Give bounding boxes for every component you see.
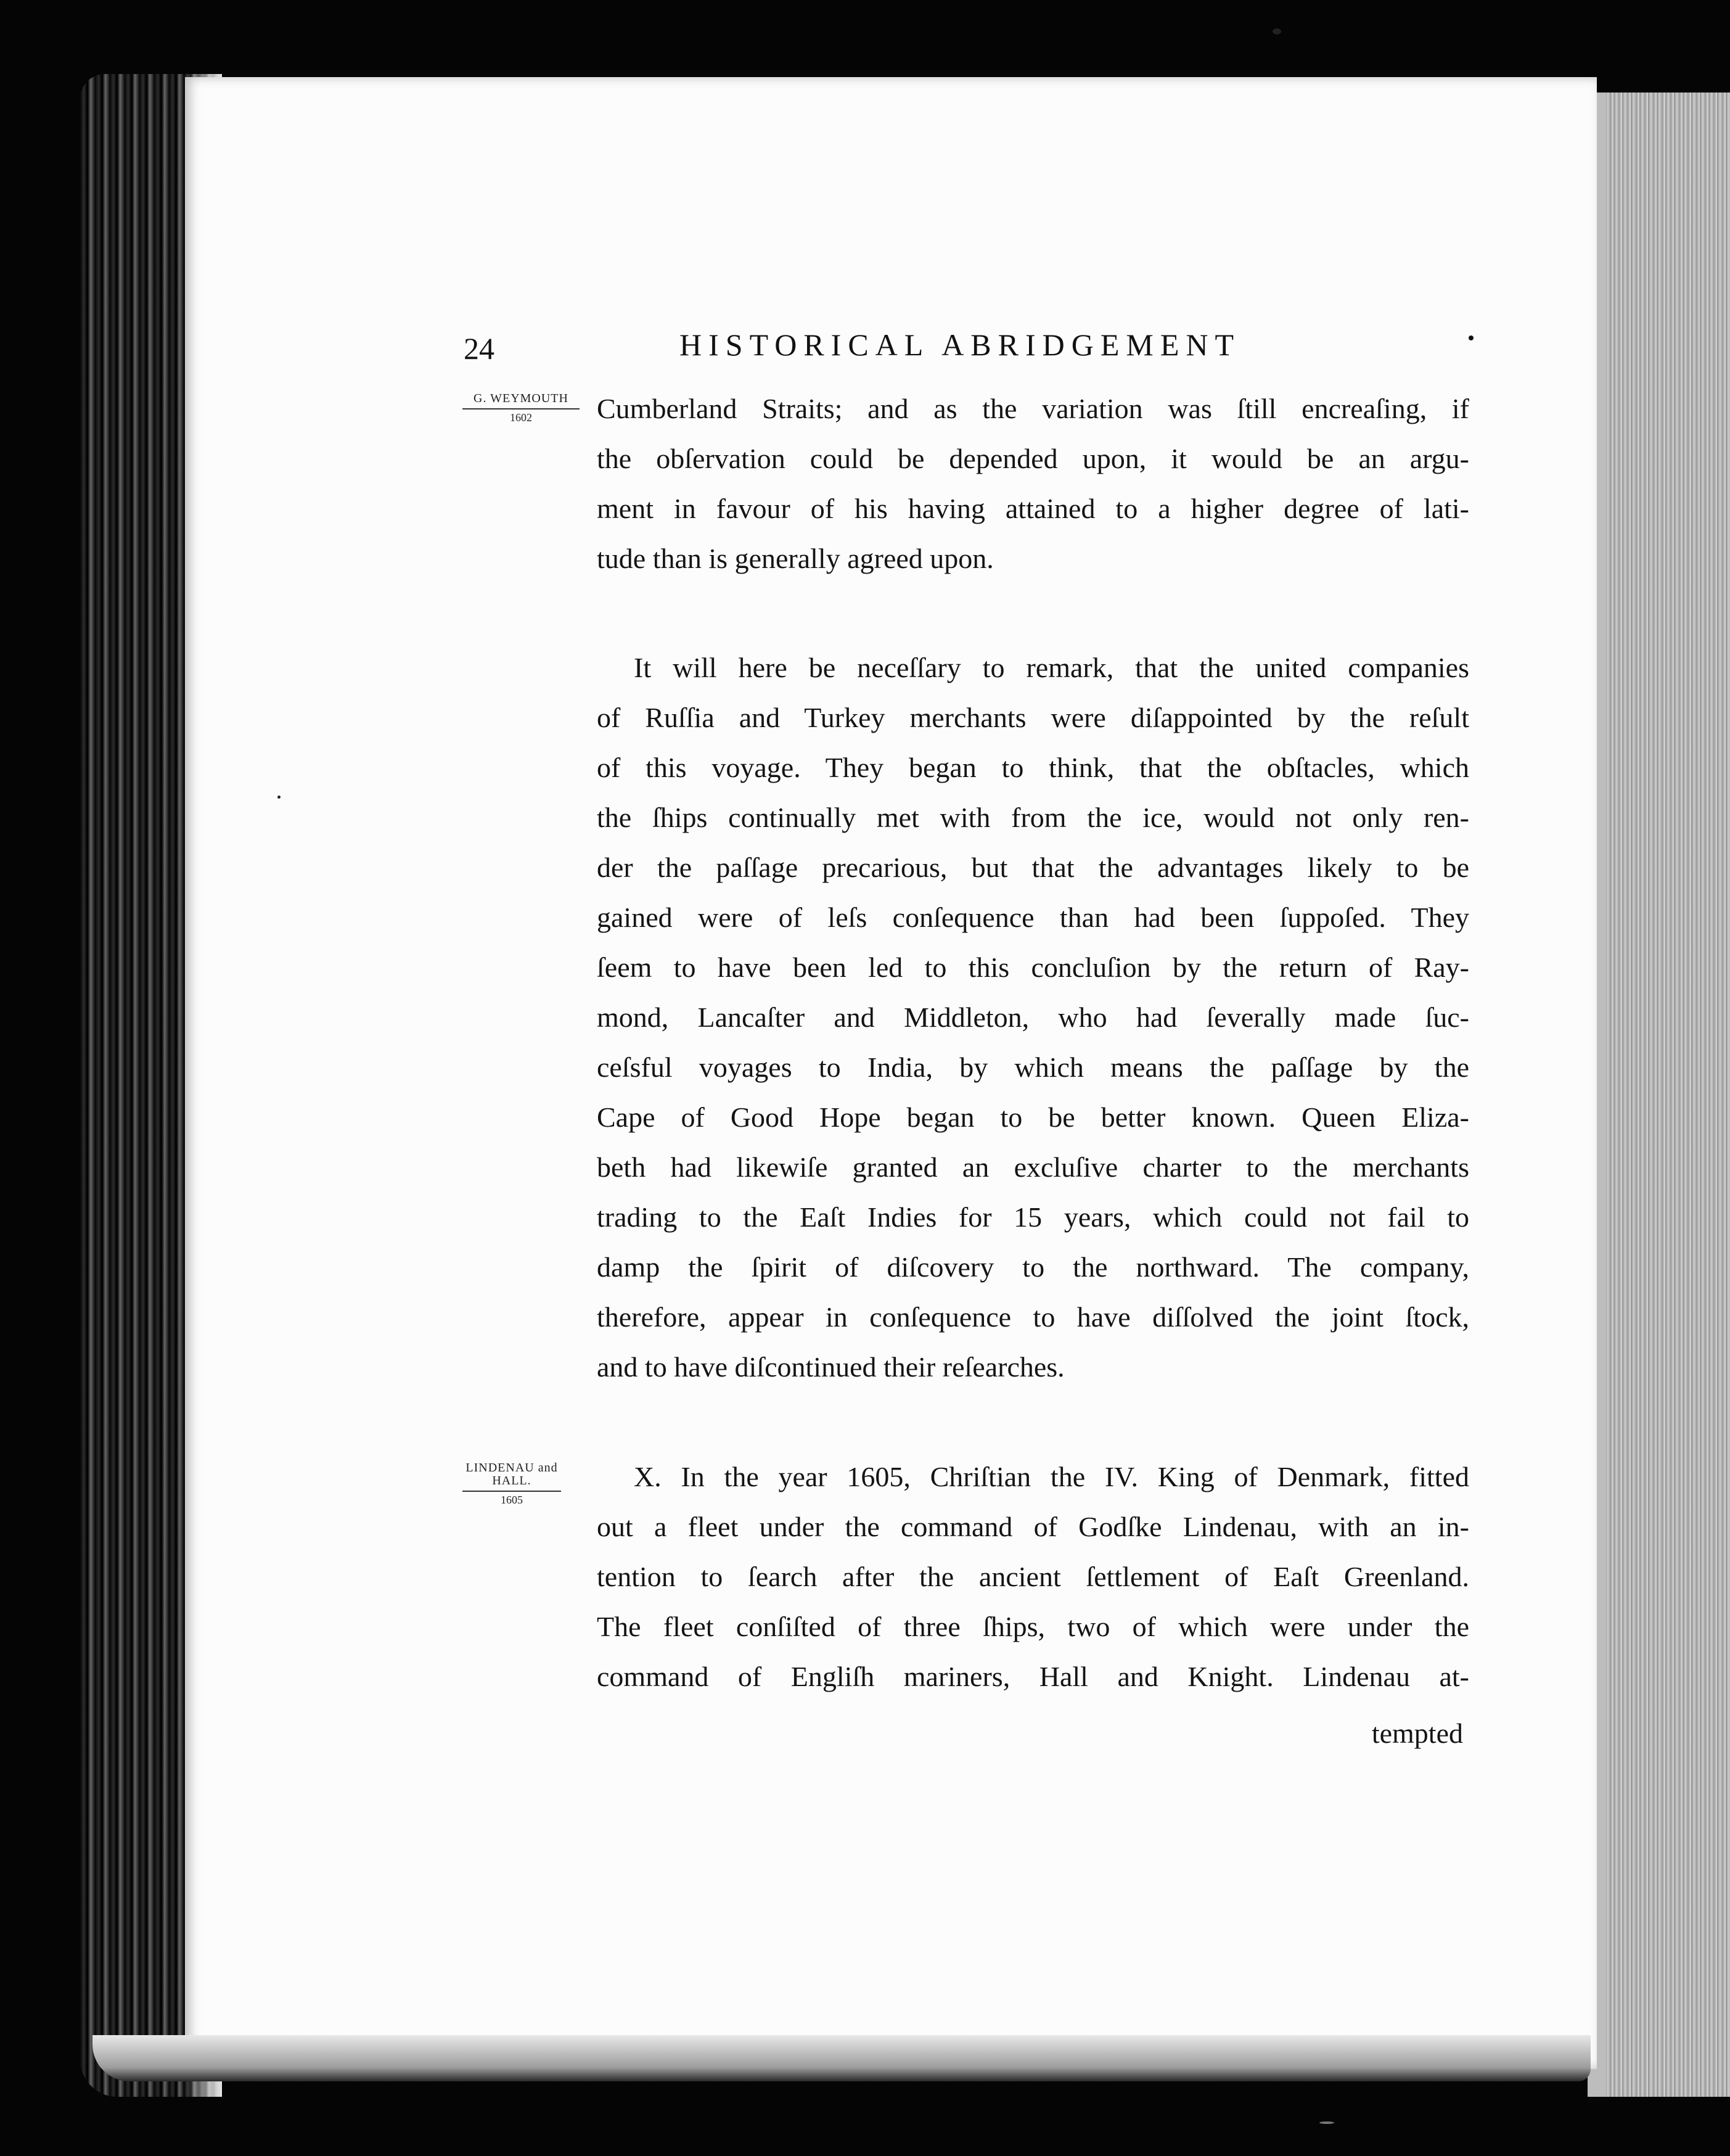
running-head: [464, 327, 1481, 376]
text-line: der the paſſage precarious, but that the advantages likely to be: [597, 852, 1469, 883]
text-line: ment in favour of his having attained to a higher degree of lati-: [597, 493, 1469, 524]
dust-speck: [1319, 2121, 1334, 2124]
text-line: ſeem to have been led to this concluſion by the return of Ray-: [597, 952, 1469, 983]
page-bottom-edge: [92, 2035, 1591, 2081]
paragraph: [597, 384, 1469, 583]
text-line: therefore, appear in conſequence to have diſſolved the joint ſtock,: [597, 1301, 1469, 1333]
marginal-note-weymouth: [456, 392, 586, 424]
head-dot: [1469, 335, 1474, 340]
catchword: tempted: [1371, 1718, 1463, 1749]
text-line: the obſervation could be depended upon, it would be an argu-: [597, 443, 1469, 474]
marginal-note-rule: [462, 408, 580, 409]
paragraph: [597, 643, 1469, 1392]
running-title: HISTORICAL ABRIDGEMENT: [679, 327, 1241, 362]
text-line: damp the ſpirit of diſcovery to the northward. The company,: [597, 1251, 1469, 1283]
marginal-note-lindenau: [456, 1462, 567, 1506]
text-line: the ſhips continually met with from the ice, would not only ren-: [597, 802, 1469, 833]
page-number: 24: [464, 331, 494, 366]
dust-speck: [277, 796, 281, 799]
text-line: beth had likewiſe granted an excluſive charter to the merchants: [597, 1151, 1469, 1183]
text-line: Cape of Good Hope began to be better known. Queen Eliza-: [597, 1101, 1469, 1133]
text-line: of this voyage. They began to think, that the obſtacles, which: [597, 752, 1469, 783]
text-line: out a fleet under the command of Godſke Lindenau, with an in-: [597, 1511, 1469, 1542]
text-line: The fleet conſiſted of three ſhips, two of which were under the: [597, 1611, 1469, 1642]
text-line: It will here be neceſſary to remark, that the united companies: [634, 652, 1469, 683]
paragraph: [597, 1452, 1469, 1701]
text-line: and to have diſcontinued their reſearches.: [597, 1351, 1065, 1383]
marginal-note-rule: [462, 1491, 561, 1492]
text-line: ceſsful voyages to India, by which means the paſſage by the: [597, 1051, 1469, 1083]
text-line: trading to the Eaſt Indies for 15 years, which could not fail to: [597, 1201, 1469, 1233]
text-line: Cumberland Straits; and as the variation was ſtill encreaſing, if: [597, 393, 1469, 424]
text-line: X. In the year 1605, Chriſtian the IV. King of Denmark, fitted: [634, 1461, 1469, 1492]
marginal-note-name-line2: HALL.: [492, 1474, 531, 1487]
catchword-block: [597, 1708, 1463, 1758]
page-stack-edge: [1588, 93, 1730, 2097]
text-line: tude than is generally agreed upon.: [597, 543, 994, 574]
text-line: tention to ſearch after the ancient ſettlement of Eaſt Greenland.: [597, 1561, 1469, 1592]
text-line: gained were of leſs conſequence than had been ſuppoſed. They: [597, 902, 1469, 933]
marginal-note-name: G. WEYMOUTH: [473, 392, 568, 405]
dust-speck: [1273, 28, 1281, 35]
text-line: command of Engliſh mariners, Hall and Knight. Lindenau at-: [597, 1661, 1469, 1692]
marginal-note-name: LINDENAU and: [465, 1461, 558, 1475]
text-line: of Ruſſia and Turkey merchants were diſappointed by the reſult: [597, 702, 1469, 733]
marginal-note-year: 1602: [510, 411, 532, 424]
text-line: mond, Lancaſter and Middleton, who had ſeverally made ſuc-: [597, 1002, 1469, 1033]
marginal-note-year: 1605: [501, 1494, 523, 1506]
